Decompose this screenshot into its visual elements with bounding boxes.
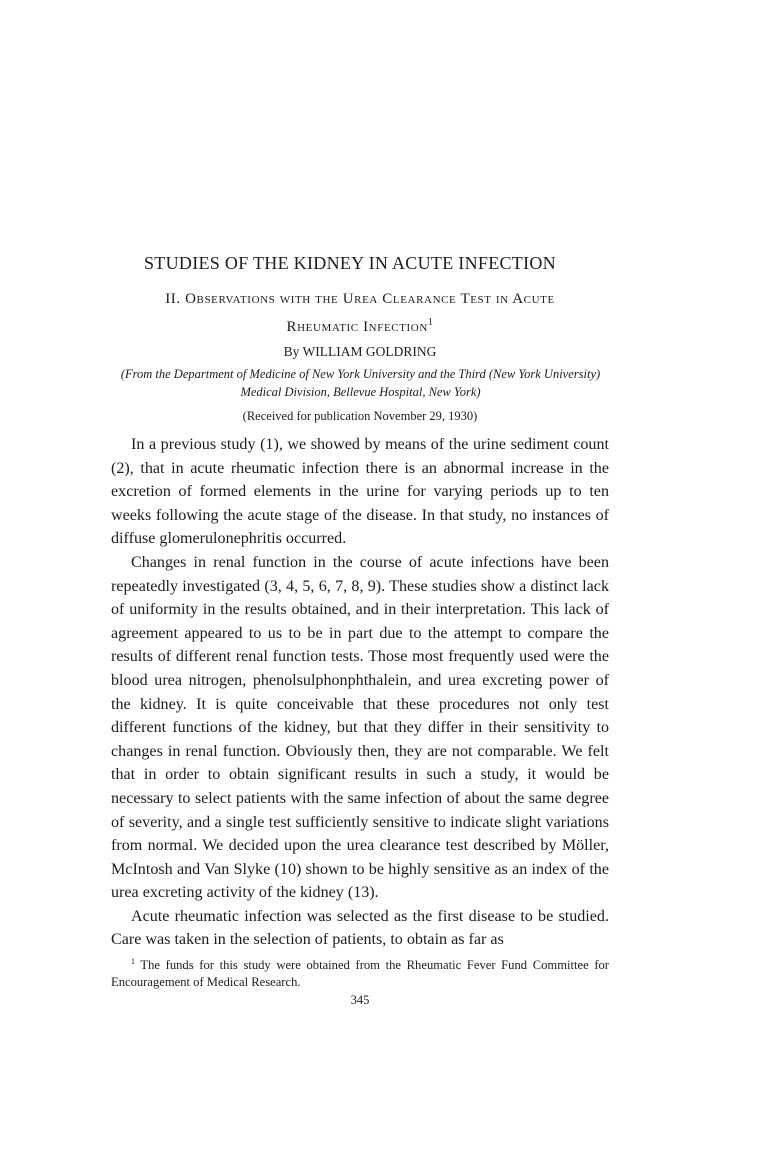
footnote: [111, 953, 609, 991]
article-title: STUDIES OF THE KIDNEY IN ACUTE INFECTION: [144, 253, 556, 273]
article-subtitle: [110, 287, 610, 339]
footnote-text: The funds for this study were obtained from the Rheumatic Fever Fund Committee for Encouragement of Medical Research.: [111, 958, 610, 990]
footnote-text-line: [111, 953, 609, 991]
subtitle-line-2: [110, 311, 610, 339]
received-date: (Received for publication November 29, 1930): [242, 409, 478, 423]
article-body: [111, 433, 609, 952]
author-affiliation: (From the Department of Medicine of New York University and the Third (New York University) Medical Division, Bellevue Hospital, New York): [120, 367, 601, 399]
body-paragraph-1: In a previous study (1), we showed by means of the urine sediment count (2), that in acute rheumatic infection there is an abnormal increase in the excretion of formed elements in the urine for varying periods up to ten weeks following the acute stage of the disease. In that study, no instances of diffuse glomerulonephritis occurred.: [111, 436, 609, 548]
author-line: By WILLIAM GOLDRING: [283, 344, 437, 359]
page-number: 345: [350, 993, 370, 1007]
subtitle-line-2-text: Rheumatic Infection: [286, 319, 428, 335]
subtitle-footnote-mark: 1: [427, 317, 434, 328]
subtitle-line-1: II. Observations with the Urea Clearance Test in Acute: [165, 291, 555, 307]
footnote-mark: 1: [131, 957, 135, 966]
body-paragraph-2: Changes in renal function in the course of acute infections have been repeatedly investigated (3, 4, 5, 6, 7, 8, 9). These studies show a distinct lack of uniformity in the results obtained, and in their interpretation. This lack of agreement appeared to us to be in part due to the attempt to compare the results of different renal function tests. Those most frequently used were the blood urea nitrogen, phenolsulphonphthalein, and urea excreting power of the kidney. It is quite conceivable that these procedures not only test different functions of the kidney, but that they differ in their sensitivity to changes in renal function. Obviously then, they are not comparable. We felt that in order to obtain significant results in such a study, it would be necessary to select patients with the same infection of about the same degree of severity, and a single test sufficiently sensitive to indicate slight variations from normal. We decided upon the urea clearance test described by Möller, McIntosh and Van Slyke (10) shown to be highly sensitive as an index of the urea excreting activity of the kidney (13).: [111, 553, 609, 902]
body-paragraph-3: Acute rheumatic infection was selected as the first disease to be studied. Care was taken in the selection of patients, to obtain as far as: [111, 907, 609, 949]
